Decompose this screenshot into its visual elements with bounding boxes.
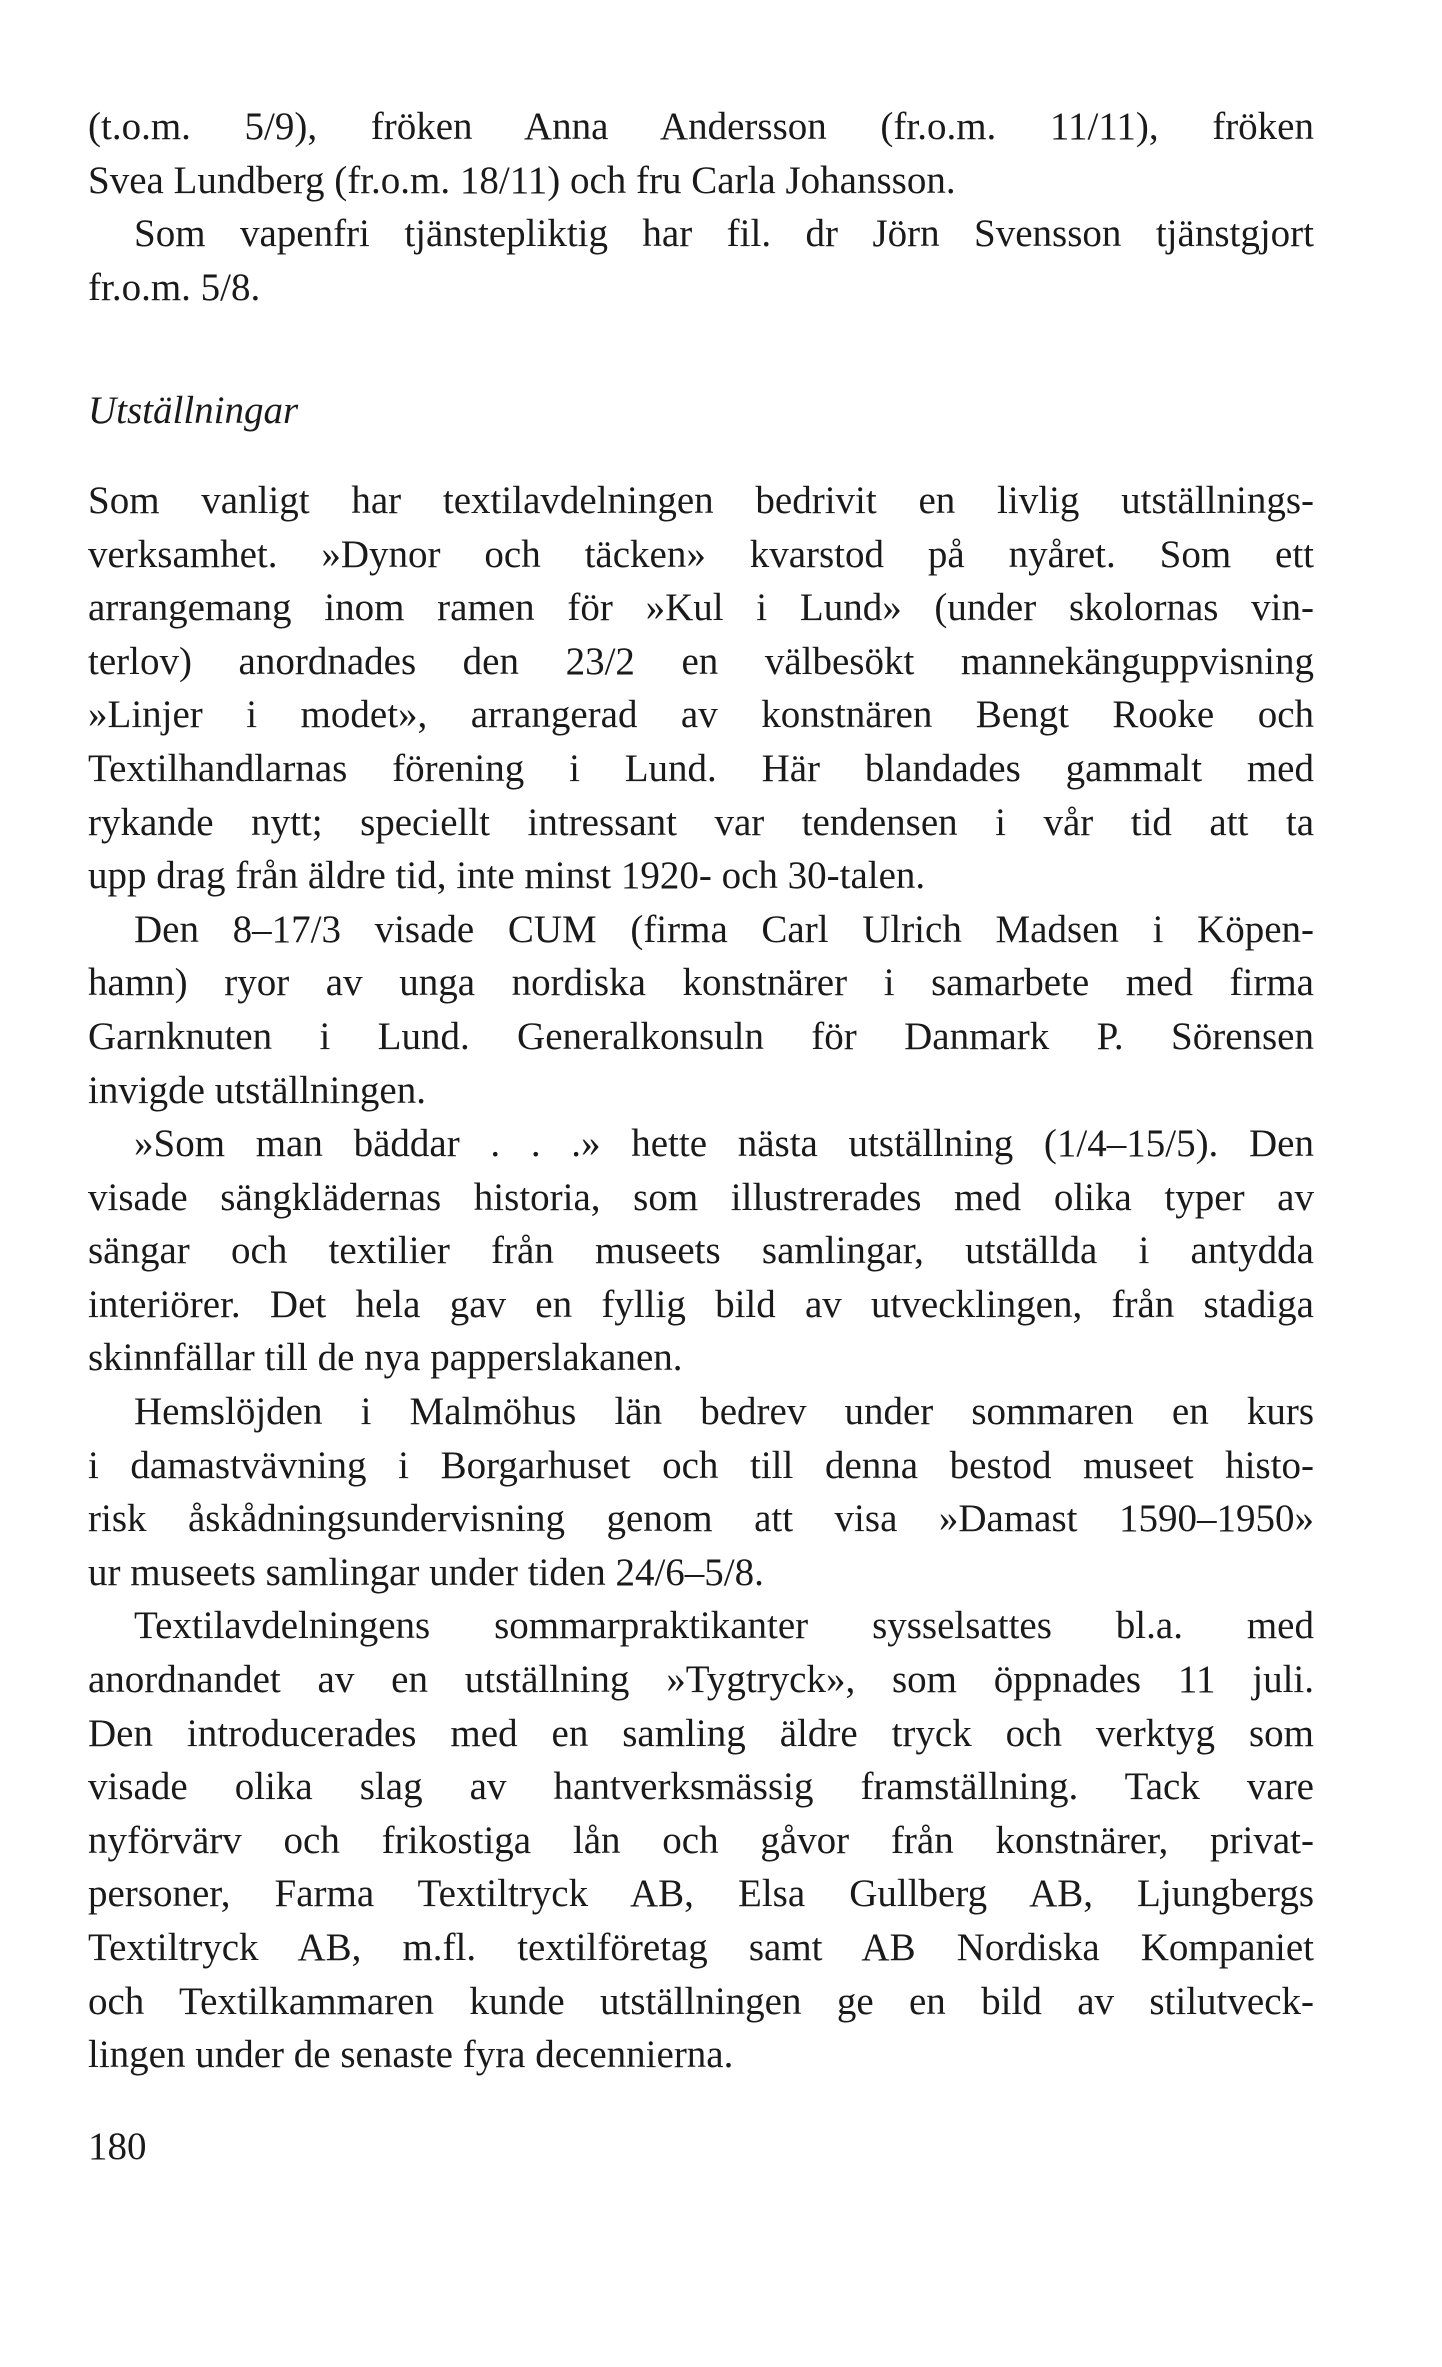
text-line: Garnknuten i Lund. Generalkonsuln för Danmark P. Sörensen <box>88 1014 1314 1058</box>
text-line: upp drag från äldre tid, inte minst 1920- och 30-talen. <box>88 854 926 898</box>
paragraph-bedding-exhibition <box>88 1117 1314 1385</box>
text-line: Textiltryck AB, m.fl. textilföretag samt AB Nordiska Kompaniet <box>88 1926 1314 1969</box>
text-line: i damastvävning i Borgarhuset och till denna bestod museet histo- <box>88 1443 1314 1487</box>
paragraph-conscript <box>88 207 1314 314</box>
text-line: skinnfällar till de nya papperslakanen. <box>88 1336 683 1380</box>
text-line: rykande nytt; speciellt intressant var tendensen i vår tid att ta <box>88 800 1314 844</box>
text-line: invigde utställningen. <box>88 1068 426 1112</box>
text-line: hamn) ryor av unga nordiska konstnärer i samarbete med firma <box>88 961 1314 1005</box>
text-line: terlov) anordnades den 23/2 en välbesökt mannekänguppvisning <box>88 639 1314 683</box>
text-line: Som vapenfri tjänstepliktig har fil. dr Jörn Svensson tjänstgjort <box>134 212 1314 256</box>
text-line: interiörer. Det hela gav en fyllig bild av utvecklingen, från stadiga <box>88 1282 1314 1326</box>
paragraph-cum-exhibition <box>88 903 1314 1117</box>
text-line: fr.o.m. 5/8. <box>88 265 261 309</box>
text-line: »Som man bäddar . . .» hette nästa utställning (1/4–15/5). Den <box>134 1122 1314 1166</box>
text-line: Textilhandlarnas förening i Lund. Här blandades gammalt med <box>88 746 1314 790</box>
text-line: anordnandet av en utställning »Tygtryck», som öppnades 11 juli. <box>88 1658 1314 1702</box>
text-line: Som vanligt har textilavdelningen bedrivit en livlig utställnings- <box>88 478 1314 522</box>
text-line: visade sängklädernas historia, som illustrerades med olika typer av <box>88 1175 1314 1219</box>
paragraph-fabric-print-exhibition <box>88 1599 1314 2081</box>
text-line: Den 8–17/3 visade CUM (firma Carl Ulrich Madsen i Köpen- <box>134 907 1314 951</box>
text-line: ur museets samlingar under tiden 24/6–5/8. <box>88 1550 764 1594</box>
text-line: (t.o.m. 5/9), fröken Anna Andersson (fr.o.m. 11/11), fröken <box>88 105 1314 148</box>
paragraph-exhibitions-intro <box>88 474 1314 903</box>
page-number: 180 <box>88 2125 147 2168</box>
text-line: och Textilkammaren kunde utställningen ge en bild av stilutveck- <box>88 1979 1314 2023</box>
text-line: visade olika slag av hantverksmässig framställning. Tack vare <box>88 1765 1314 1809</box>
text-line: lingen under de senaste fyra decennierna. <box>88 2033 734 2077</box>
section-heading: Utställningar <box>88 389 299 433</box>
text-line: verksamhet. »Dynor och täcken» kvarstod på nyåret. Som ett <box>88 532 1314 576</box>
text-line: Svea Lundberg (fr.o.m. 18/11) och fru Carla Johansson. <box>88 158 956 202</box>
text-line: risk åskådningsundervisning genom att visa »Damast 1590–1950» <box>88 1497 1314 1541</box>
text-line: personer, Farma Textiltryck AB, Elsa Gullberg AB, Ljungbergs <box>88 1872 1314 1916</box>
text-line: sängar och textilier från museets samlingar, utställda i antydda <box>88 1229 1314 1273</box>
text-line: Hemslöjden i Malmöhus län bedrev under sommaren en kurs <box>134 1390 1314 1434</box>
paragraph-staff-continued <box>88 100 1314 207</box>
paragraph-damask-exhibition <box>88 1385 1314 1599</box>
page-body <box>88 100 1314 2082</box>
text-line: Textilavdelningens sommarpraktikanter sysselsattes bl.a. med <box>134 1604 1314 1648</box>
text-line: arrangemang inom ramen för »Kul i Lund» (under skolornas vin- <box>88 586 1314 630</box>
text-line: »Linjer i modet», arrangerad av konstnären Bengt Rooke och <box>88 693 1314 737</box>
text-line: nyförvärv och frikostiga lån och gåvor från konstnärer, privat- <box>88 1818 1314 1862</box>
text-line: Den introducerades med en samling äldre tryck och verktyg som <box>88 1711 1314 1755</box>
